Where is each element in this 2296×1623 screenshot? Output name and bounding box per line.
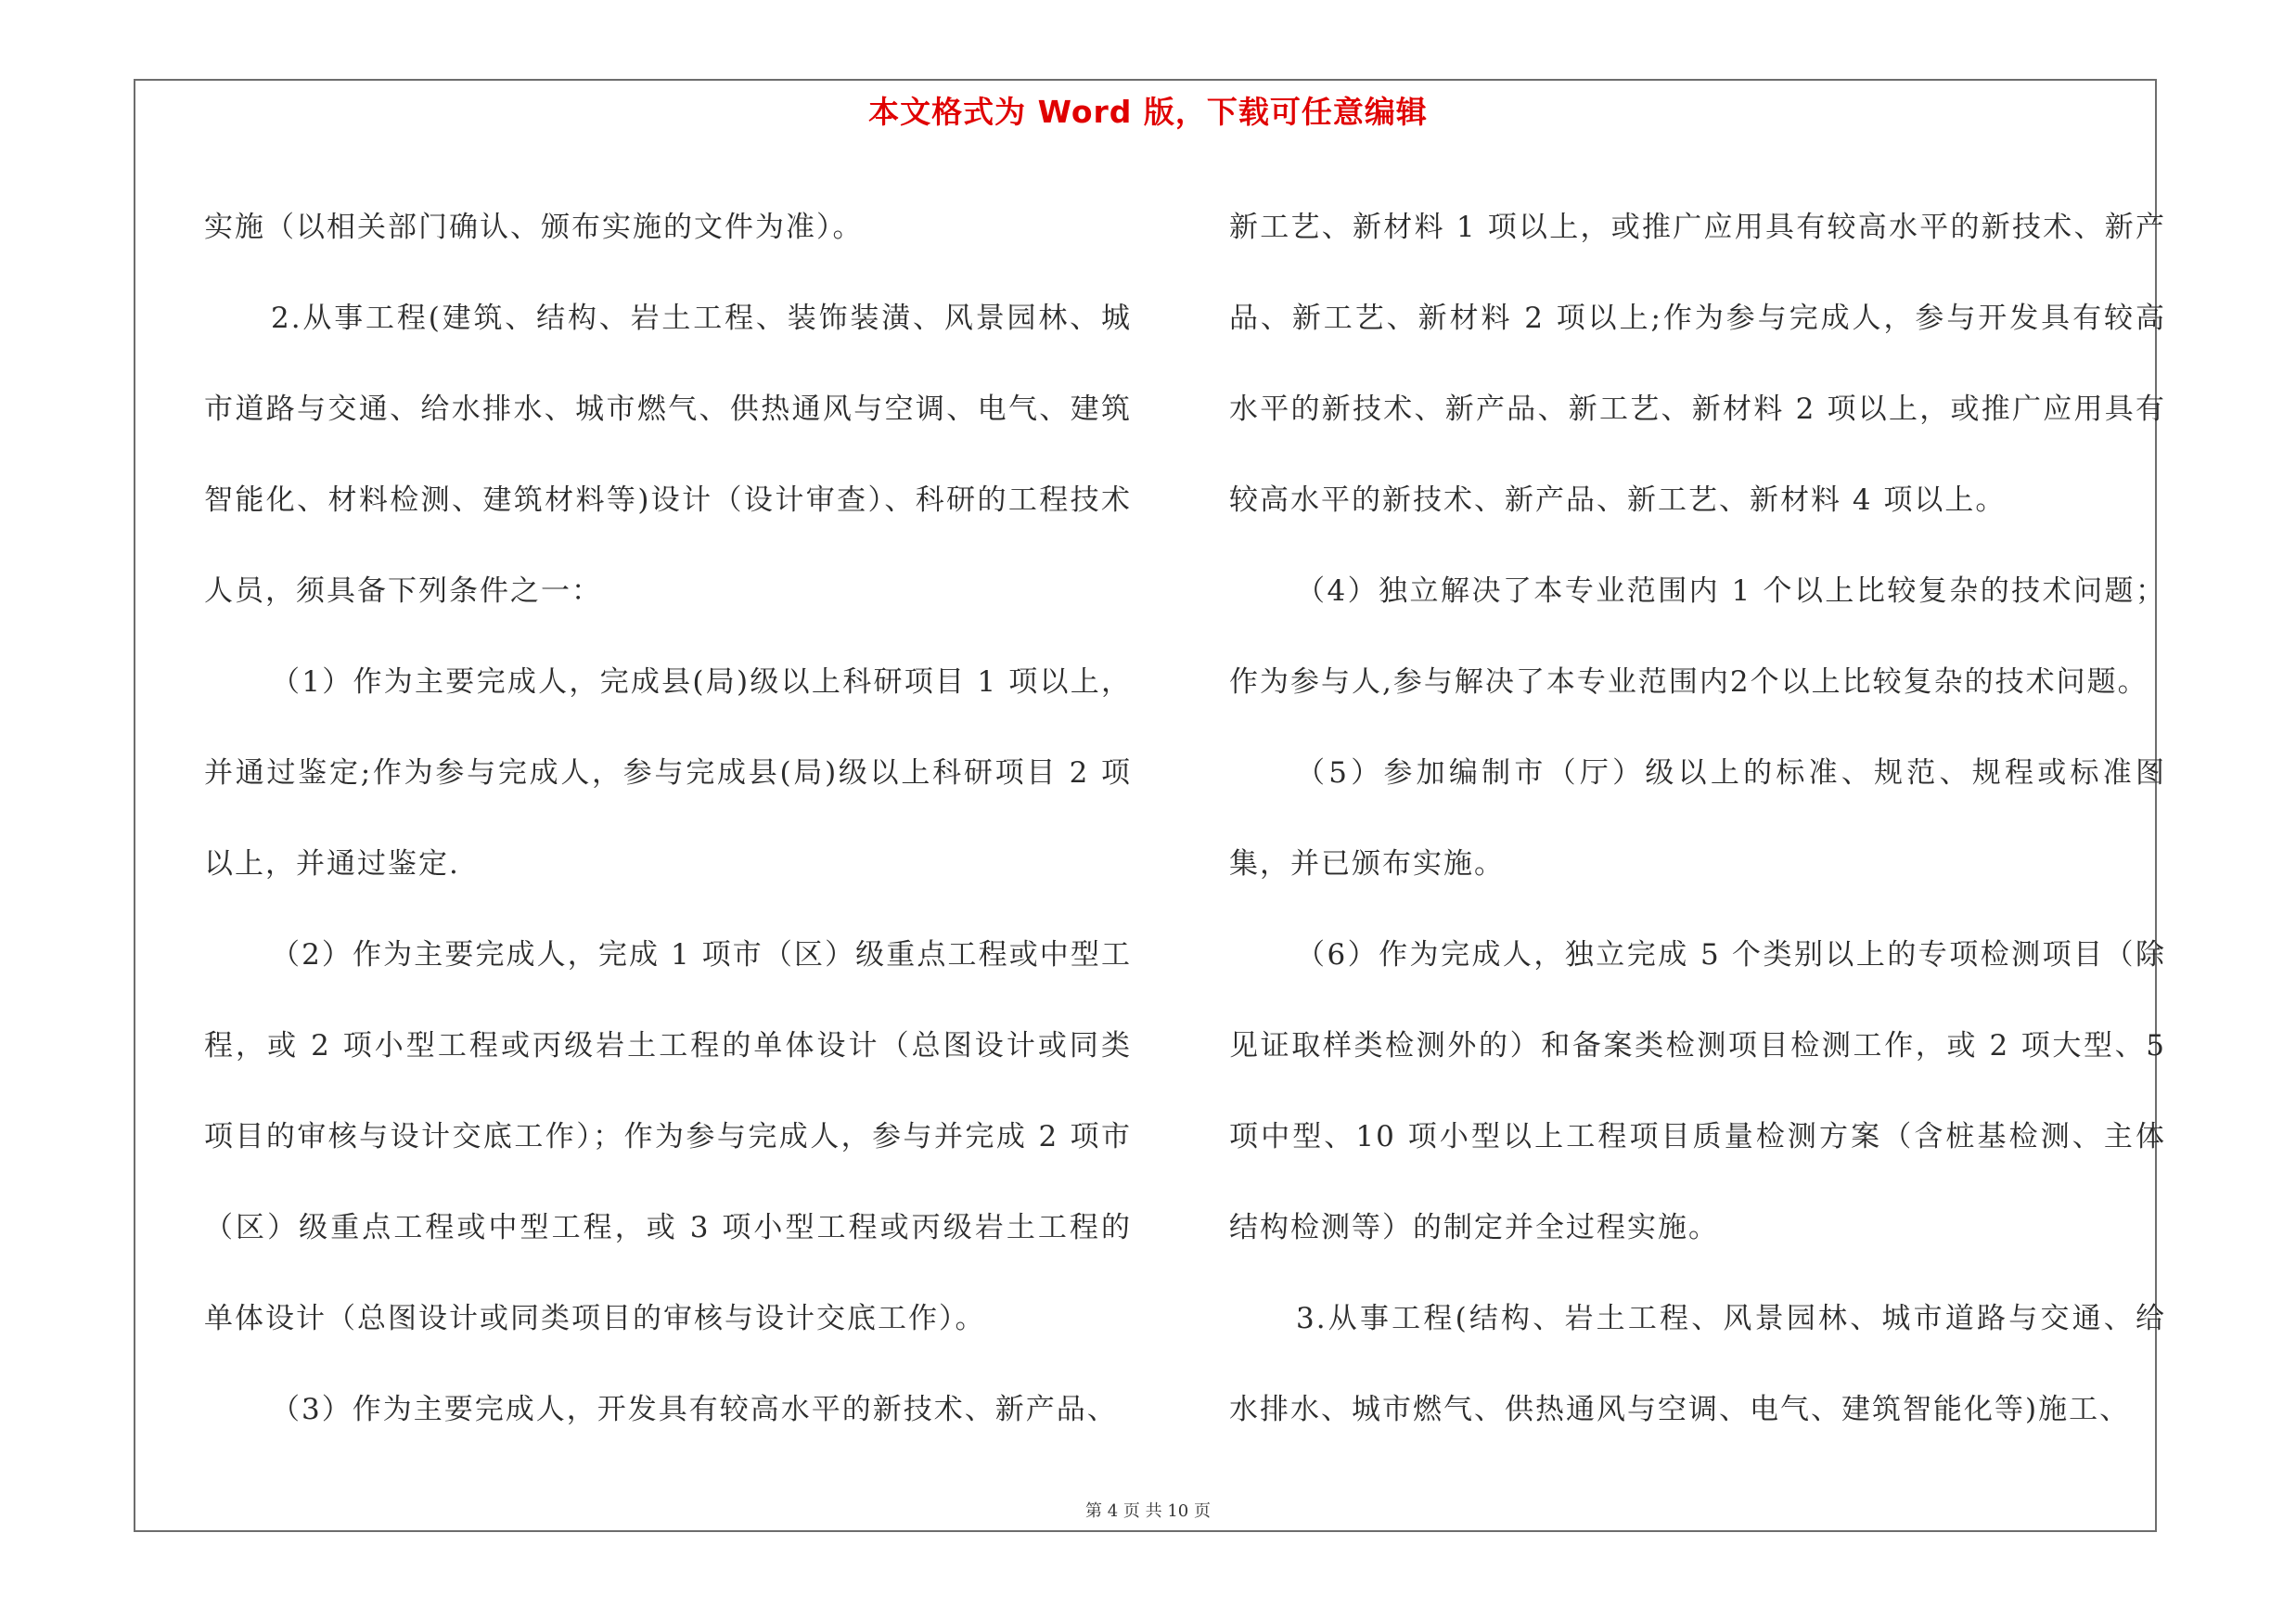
page-number-footer: 第 4 页 共 10 页 (1085, 1501, 1211, 1521)
paragraph: （5）参加编制市（厅）级以上的标准、规范、规程或标准图集，并已颁布实施。 (1229, 756, 2166, 881)
paragraph: 2.从事工程(建筑、结构、岩土工程、装饰装潢、风景园林、城市道路与交通、给水排水、城市燃气、供热通风与空调、电气、建筑智能化、材料检测、建筑材料等)设计（设计审查）、科研的工程技术人员，须具备下列条件之一： (204, 302, 1132, 608)
paragraph: （3）作为主要完成人，开发具有较高水平的新技术、新产品、 (271, 1393, 1118, 1426)
paragraph: 3.从事工程(结构、岩土工程、风景园林、城市道路与交通、给水排水、城市燃气、供热通风与空调、电气、建筑智能化等)施工、 (1229, 1302, 2166, 1426)
paragraph: （6）作为完成人，独立完成 5 个类别以上的专项检测项目（除见证取样类检测外的）和备案类检测项目检测工作，或 2 项大型、5 项中型、10 项小型以上工程项目质量检测方案（含桩基检测、主体结构检测等）的制定并全过程实施。 (1229, 938, 2177, 1244)
paragraph: 实施（以相关部门确认、颁布实施的文件为准）。 (204, 211, 864, 244)
word-format-banner: 本文格式为 Word 版，下载可任意编辑 (868, 94, 1428, 130)
paragraph: 新工艺、新材料 1 项以上，或推广应用具有较高水平的新技术、新产品、新工艺、新材料 2 项以上;作为参与完成人，参与开发具有较高水平的新技术、新产品、新工艺、新材料 2 项以上，或推广应用具有较高水平的新技术、新产品、新工艺、新材料 4 项以上。 (1229, 211, 2166, 517)
left-column (204, 182, 1132, 1455)
paragraph: （2）作为主要完成人，完成 1 项市（区）级重点工程或中型工程，或 2 项小型工程或丙级岩土工程的单体设计（总图设计或同类项目的审核与设计交底工作）；作为参与完成人，参与并完成 2 项市（区）级重点工程或中型工程，或 3 项小型工程或丙级岩土工程的单体设计（总图设计或同类项目的审核与设计交底工作）。 (204, 938, 1132, 1335)
right-column (1229, 182, 2177, 1455)
paragraph: （4）独立解决了本专业范围内 1 个以上比较复杂的技术问题；作为参与人,参与解决了本专业范围内2个以上比较复杂的技术问题。 (1229, 574, 2166, 699)
paragraph: （1）作为主要完成人，完成县(局)级以上科研项目 1 项以上，并通过鉴定;作为参与完成人，参与完成县(局)级以上科研项目 2 项以上，并通过鉴定. (204, 665, 1132, 881)
